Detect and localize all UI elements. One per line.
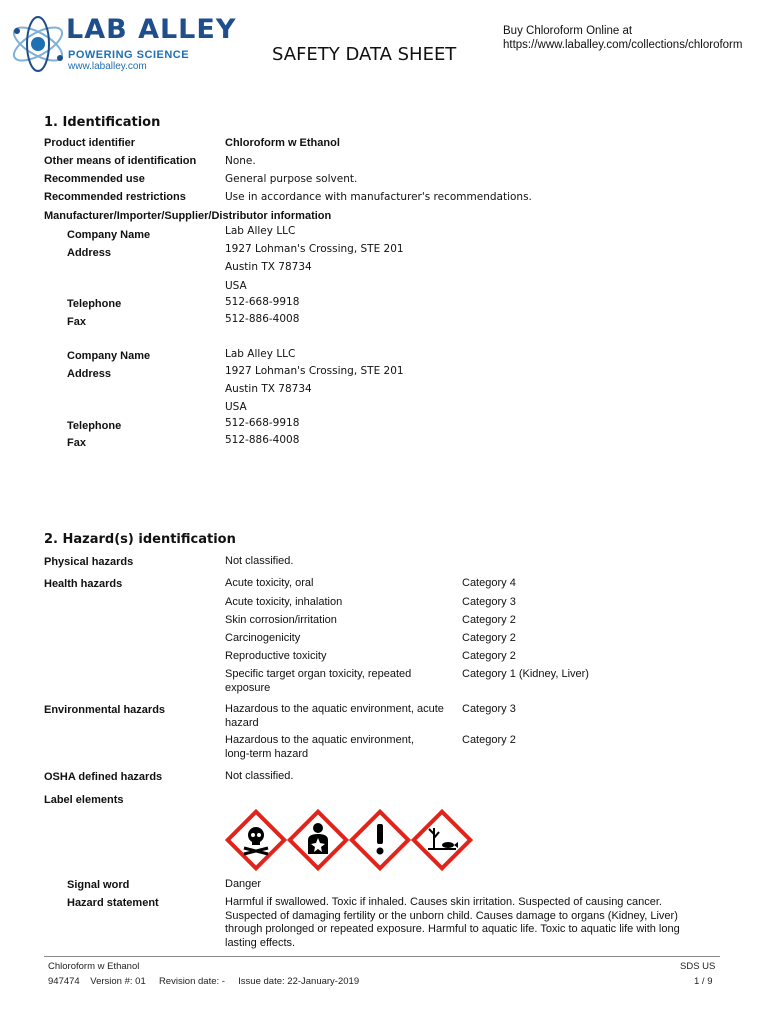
footer-divider bbox=[44, 956, 720, 957]
physical-hazards-label: Physical hazards bbox=[44, 556, 134, 568]
health-hazard-category: Category 2 bbox=[462, 614, 516, 626]
health-hazard-category: Category 2 bbox=[462, 632, 516, 644]
footer-product: Chloroform w Ethanol bbox=[48, 961, 140, 972]
footer-sds: SDS US bbox=[680, 961, 716, 972]
osha-hazards-label: OSHA defined hazards bbox=[44, 771, 163, 783]
address-line-2: Austin TX 78734 bbox=[225, 261, 312, 273]
hazard-statement-value: Harmful if swallowed. Toxic if inhaled. Causes skin irritation. Suspected of causing cancer. Suspected of damaging fertility or the unborn child. Causes damage to organs (Kidney, Liver) through prolonged or repeated exposure. Harmful to aquatic life. Toxic to aquatic life with long lasting effects. bbox=[225, 896, 680, 949]
fax-label: Fax bbox=[67, 316, 86, 328]
health-hazard-category: Category 3 bbox=[462, 596, 516, 608]
address-line-3: USA bbox=[225, 280, 247, 292]
environmental-hazard-item: Hazardous to the aquatic environment, acute hazard bbox=[225, 703, 444, 729]
fax-value: 512-886-4008 bbox=[225, 434, 300, 446]
skull-crossbones-icon bbox=[224, 808, 288, 872]
other-means-label: Other means of identification bbox=[44, 155, 197, 167]
environmental-hazards-label: Environmental hazards bbox=[44, 704, 166, 716]
address-label: Address bbox=[67, 247, 112, 259]
logo-tagline: POWERING SCIENCE bbox=[68, 49, 190, 61]
company-name-label: Company Name bbox=[67, 229, 151, 241]
health-hazard-item: Acute toxicity, inhalation bbox=[225, 596, 343, 608]
address-line-2: Austin TX 78734 bbox=[225, 383, 312, 395]
page-number: 1 / 9 bbox=[694, 976, 713, 987]
health-hazard-category: Category 1 (Kidney, Liver) bbox=[462, 668, 589, 680]
health-hazard-item: Reproductive toxicity bbox=[225, 650, 327, 662]
version-value: 01 bbox=[135, 976, 146, 987]
health-hazard-category: Category 4 bbox=[462, 577, 516, 589]
company-name-value: Lab Alley LLC bbox=[225, 348, 296, 360]
label-elements-label: Label elements bbox=[44, 794, 124, 806]
manufacturer-info-label: Manufacturer/Importer/Supplier/Distributor information bbox=[44, 210, 332, 222]
health-hazard-item: Acute toxicity, oral bbox=[225, 577, 314, 589]
product-identifier-label: Product identifier bbox=[44, 137, 136, 149]
revision-label: Revision date: bbox=[158, 976, 220, 987]
footer-doc-info bbox=[48, 976, 359, 987]
issue-value: 22-January-2019 bbox=[287, 976, 360, 987]
buy-online-text: Buy Chloroform Online at bbox=[503, 25, 633, 37]
logo-name: LAB ALLEY bbox=[66, 14, 237, 45]
health-hazards-label: Health hazards bbox=[44, 578, 123, 590]
revision-value: - bbox=[221, 976, 225, 987]
environmental-hazard-item: Hazardous to the aquatic environment, long-term hazard bbox=[225, 734, 414, 760]
environment-icon bbox=[410, 808, 474, 872]
exclamation-mark-icon bbox=[348, 808, 412, 872]
address-line-3: USA bbox=[225, 401, 247, 413]
recommended-use-value: General purpose solvent. bbox=[225, 173, 358, 185]
address-line-1: 1927 Lohman's Crossing, STE 201 bbox=[225, 243, 404, 255]
issue-label: Issue date: bbox=[238, 976, 285, 987]
recommended-use-label: Recommended use bbox=[44, 173, 145, 185]
buy-online-link[interactable]: https://www.laballey.com/collections/chloroform bbox=[503, 39, 743, 51]
other-means-value: None. bbox=[225, 155, 256, 167]
restrictions-label: Recommended restrictions bbox=[44, 191, 186, 203]
osha-hazards-value: Not classified. bbox=[225, 770, 294, 782]
signal-word-value: Danger bbox=[225, 878, 262, 890]
telephone-label: Telephone bbox=[67, 298, 122, 310]
product-identifier-value: Chloroform w Ethanol bbox=[225, 137, 340, 149]
environmental-hazard-category: Category 2 bbox=[462, 734, 516, 746]
version-label: Version #: bbox=[90, 976, 133, 987]
fax-value: 512-886-4008 bbox=[225, 313, 300, 325]
health-hazard-item: Skin corrosion/irritation bbox=[225, 614, 337, 626]
buy-online-note bbox=[503, 24, 742, 52]
physical-hazards-value: Not classified. bbox=[225, 555, 294, 567]
address-label: Address bbox=[67, 368, 112, 380]
health-hazard-category: Category 2 bbox=[462, 650, 516, 662]
logo-url: www.laballey.com bbox=[68, 61, 147, 72]
company-name-value: Lab Alley LLC bbox=[225, 225, 296, 237]
section-2-title: 2. Hazard(s) identification bbox=[44, 532, 236, 547]
environmental-hazard-category: Category 3 bbox=[462, 703, 516, 715]
telephone-label: Telephone bbox=[67, 420, 122, 432]
restrictions-value: Use in accordance with manufacturer's recommendations. bbox=[225, 191, 532, 203]
company-name-label: Company Name bbox=[67, 350, 151, 362]
health-hazard-item: Carcinogenicity bbox=[225, 632, 301, 644]
health-hazard-icon bbox=[286, 808, 350, 872]
hazard-statement-label: Hazard statement bbox=[67, 897, 159, 909]
atom-icon bbox=[8, 8, 72, 78]
doc-number: 947474 bbox=[48, 976, 80, 987]
fax-label: Fax bbox=[67, 437, 86, 449]
signal-word-label: Signal word bbox=[67, 879, 130, 891]
section-1-title: 1. Identification bbox=[44, 115, 161, 130]
health-hazard-item: Specific target organ toxicity, repeated exposure bbox=[225, 668, 412, 694]
telephone-value: 512-668-9918 bbox=[225, 296, 300, 308]
telephone-value: 512-668-9918 bbox=[225, 417, 300, 429]
document-title: SAFETY DATA SHEET bbox=[272, 44, 457, 65]
address-line-1: 1927 Lohman's Crossing, STE 201 bbox=[225, 365, 404, 377]
